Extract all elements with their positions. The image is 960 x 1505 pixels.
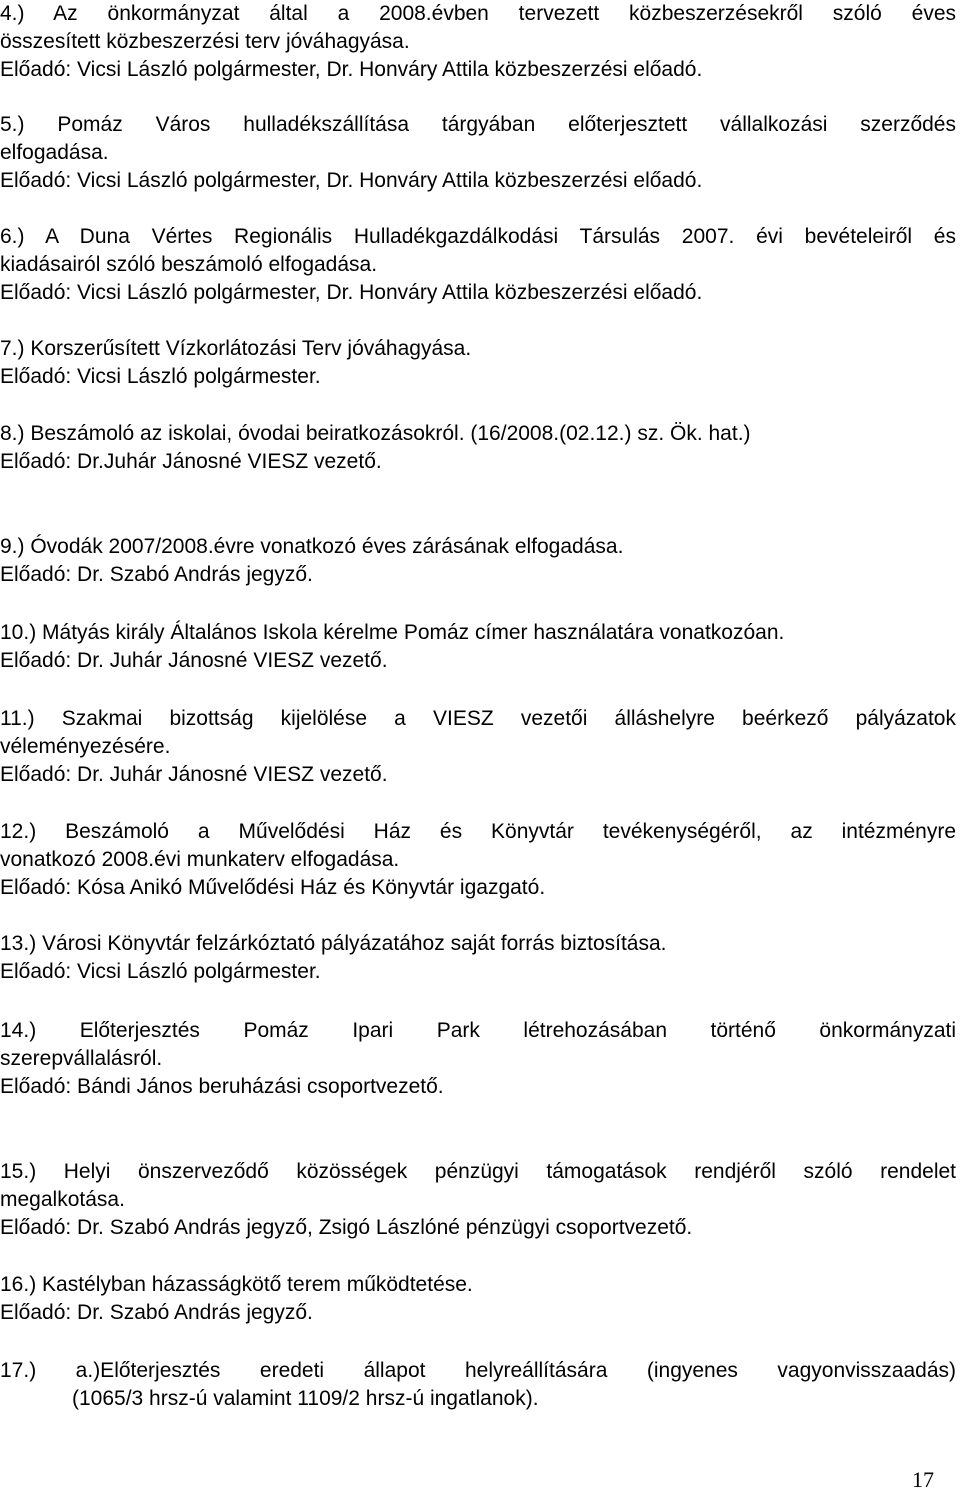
agenda-item-14-presenter: Előadó: Bándi János beruházási csoportvezető. [0, 1075, 444, 1098]
agenda-item-5 [0, 111, 956, 195]
agenda-item-6 [0, 223, 956, 307]
agenda-item-6-title: 6.) A Duna Vértes Regionális Hulladékgazdálkodási Társulás 2007. évi bevételeiről és [0, 225, 956, 248]
agenda-item-7 [0, 335, 956, 391]
agenda-item-7-title: 7.) Korszerűsített Vízkorlátozási Terv jóváhagyása. [0, 337, 472, 360]
agenda-item-15 [0, 1158, 956, 1242]
agenda-item-17-title-cont: (1065/3 hrsz-ú valamint 1109/2 hrsz-ú ingatlanok). [72, 1387, 539, 1410]
agenda-item-12-title-cont: vonatkozó 2008.évi munkaterv elfogadása. [0, 848, 400, 871]
agenda-item-11-title-cont: véleményezésére. [0, 735, 171, 758]
agenda-item-14 [0, 1017, 956, 1101]
agenda-item-17 [0, 1357, 956, 1413]
agenda-item-15-title: 15.) Helyi önszerveződő közösségek pénzügyi támogatások rendjéről szóló rendelet [0, 1160, 956, 1183]
agenda-item-14-title: 14.) Előterjesztés Pomáz Ipari Park létrehozásában történő önkormányzati [0, 1019, 956, 1042]
agenda-item-4-presenter: Előadó: Vicsi László polgármester, Dr. Honváry Attila közbeszerzési előadó. [0, 58, 703, 81]
agenda-item-11-title: 11.) Szakmai bizottság kijelölése a VIESZ vezetői álláshelyre beérkező pályázatok [0, 707, 956, 730]
agenda-item-4-title-cont: összesített közbeszerzési terv jóváhagyása. [0, 30, 410, 53]
agenda-item-5-title: 5.) Pomáz Város hulladékszállítása tárgyában előterjesztett vállalkozási szerződés [0, 113, 956, 136]
agenda-item-4-title: 4.) Az önkormányzat által a 2008.évben tervezett közbeszerzésekről szóló éves [0, 2, 956, 25]
agenda-item-9-title: 9.) Óvodák 2007/2008.évre vonatkozó éves zárásának elfogadása. [0, 535, 624, 558]
page-number: 17 [912, 1467, 934, 1492]
agenda-item-14-title-cont: szerepvállalásról. [0, 1047, 163, 1070]
agenda-item-5-title-cont: elfogadása. [0, 141, 109, 164]
agenda-item-7-presenter: Előadó: Vicsi László polgármester. [0, 365, 321, 388]
agenda-item-8 [0, 420, 956, 476]
agenda-item-16-presenter: Előadó: Dr. Szabó András jegyző. [0, 1301, 313, 1324]
agenda-item-10-presenter: Előadó: Dr. Juhár Jánosné VIESZ vezető. [0, 649, 388, 672]
agenda-item-17-title: 17.) a.)Előterjesztés eredeti állapot helyreállítására (ingyenes vagyonvisszaadás) [0, 1359, 956, 1382]
agenda-item-9 [0, 533, 956, 589]
agenda-item-12 [0, 818, 956, 902]
agenda-item-8-presenter: Előadó: Dr.Juhár Jánosné VIESZ vezető. [0, 450, 382, 473]
agenda-item-13-presenter: Előadó: Vicsi László polgármester. [0, 960, 321, 983]
agenda-item-8-title: 8.) Beszámoló az iskolai, óvodai beiratkozásokról. (16/2008.(02.12.) sz. Ök. hat.) [0, 422, 751, 445]
agenda-item-10 [0, 619, 956, 675]
agenda-item-13-title: 13.) Városi Könyvtár felzárkóztató pályázatához saját forrás biztosítása. [0, 932, 667, 955]
agenda-item-11 [0, 705, 956, 789]
agenda-item-10-title: 10.) Mátyás király Általános Iskola kérelme Pomáz címer használatára vonatkozóan. [0, 621, 785, 644]
agenda-item-12-presenter: Előadó: Kósa Anikó Művelődési Ház és Könyvtár igazgató. [0, 876, 546, 899]
agenda-item-15-title-cont: megalkotása. [0, 1188, 125, 1211]
agenda-item-4 [0, 0, 956, 84]
agenda-item-12-title: 12.) Beszámoló a Művelődési Ház és Könyvtár tevékenységéről, az intézményre [0, 820, 956, 843]
agenda-item-9-presenter: Előadó: Dr. Szabó András jegyző. [0, 563, 313, 586]
agenda-item-6-title-cont: kiadásairól szóló beszámoló elfogadása. [0, 253, 378, 276]
agenda-item-15-presenter: Előadó: Dr. Szabó András jegyző, Zsigó Lászlóné pénzügyi csoportvezető. [0, 1216, 693, 1239]
agenda-item-5-presenter: Előadó: Vicsi László polgármester, Dr. Honváry Attila közbeszerzési előadó. [0, 169, 703, 192]
agenda-item-6-presenter: Előadó: Vicsi László polgármester, Dr. Honváry Attila közbeszerzési előadó. [0, 281, 703, 304]
agenda-item-16-title: 16.) Kastélyban házasságkötő terem működtetése. [0, 1273, 473, 1296]
agenda-item-16 [0, 1271, 956, 1327]
agenda-item-11-presenter: Előadó: Dr. Juhár Jánosné VIESZ vezető. [0, 763, 388, 786]
agenda-item-13 [0, 930, 956, 986]
